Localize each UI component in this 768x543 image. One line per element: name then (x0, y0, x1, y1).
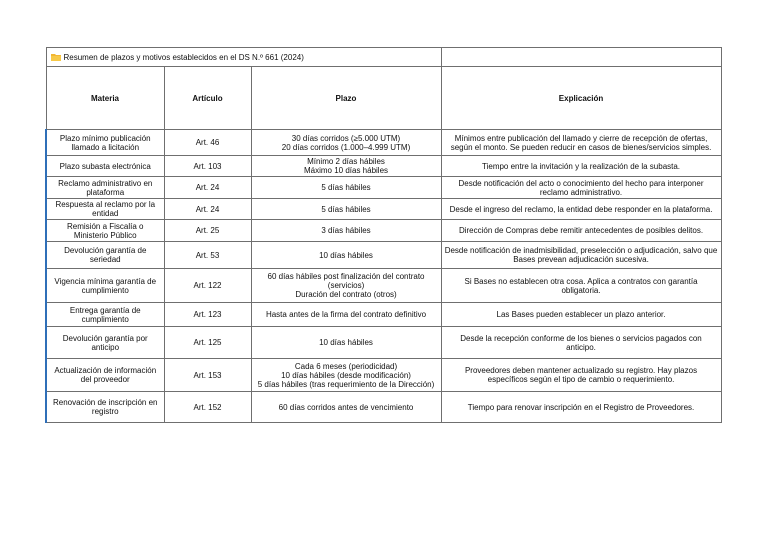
materia-cell: Reclamo administrativo en plataforma (46, 177, 164, 199)
articulo-cell: Art. 46 (164, 130, 251, 156)
col-header-plazo: Plazo (251, 67, 441, 130)
deadlines-table (45, 47, 722, 423)
header-row (46, 67, 721, 130)
materia-cell: Entrega garantía de cumplimiento (46, 303, 164, 327)
articulo-cell: Art. 103 (164, 156, 251, 177)
plazo-cell (251, 359, 441, 392)
plazo-cell (251, 303, 441, 327)
explicacion-cell: Desde la recepción conforme de los bienes o servicios pagados con anticipo. (441, 327, 721, 359)
plazo-line: 20 días corridos (1.000–4.999 UTM) (281, 142, 411, 152)
materia-cell: Respuesta al reclamo por la entidad (46, 199, 164, 220)
explicacion-cell: Proveedores deben mantener actualizado su registro. Hay plazos específicos según el tipo de cambio o requerimiento. (441, 359, 721, 392)
plazo-line: 10 días hábiles (319, 338, 373, 347)
plazo-line: 5 días hábiles (321, 204, 371, 214)
articulo-cell: Art. 24 (164, 177, 251, 199)
articulo-cell: Art. 53 (164, 242, 251, 269)
materia-cell: Actualización de información del proveedor (46, 359, 164, 392)
explicacion-cell: Desde notificación de inadmisibilidad, preselección o adjudicación, salvo que Bases prevean adjudicación sucesiva. (441, 242, 721, 269)
materia-cell: Plazo subasta electrónica (46, 156, 164, 177)
table-row (46, 156, 721, 177)
table-row (46, 392, 721, 423)
folder-icon (51, 53, 61, 61)
materia-cell: Renovación de inscripción en registro (46, 392, 164, 423)
articulo-cell: Art. 122 (164, 269, 251, 303)
plazo-cell (251, 242, 441, 269)
table-row (46, 220, 721, 242)
plazo-cell (251, 177, 441, 199)
col-header-articulo: Artículo (164, 67, 251, 130)
table-row (46, 303, 721, 327)
plazo-cell (251, 392, 441, 423)
materia-cell: Vigencia mínima garantía de cumplimiento (46, 269, 164, 303)
title-row (46, 48, 721, 67)
articulo-cell: Art. 123 (164, 303, 251, 327)
materia-cell: Devolución garantía de seriedad (46, 242, 164, 269)
plazo-line: 10 días hábiles (desde modificación) (281, 370, 411, 380)
materia-cell: Plazo mínimo publicación llamado a licitación (46, 130, 164, 156)
plazo-line: Cada 6 meses (periodicidad) (294, 361, 398, 371)
plazo-line: Duración del contrato (otros) (295, 290, 397, 299)
title-blank-cell (441, 48, 721, 67)
articulo-cell: Art. 152 (164, 392, 251, 423)
articulo-cell: Art. 125 (164, 327, 251, 359)
plazo-line: 5 días hábiles (tras requerimiento de la Dirección) (257, 379, 435, 389)
explicacion-cell: Tiempo para renovar inscripción en el Registro de Proveedores. (441, 392, 721, 423)
explicacion-cell: Tiempo entre la invitación y la realización de la subasta. (441, 156, 721, 177)
table-row (46, 327, 721, 359)
col-header-explicacion: Explicación (441, 67, 721, 130)
table-row (46, 242, 721, 269)
col-header-materia: Materia (46, 67, 164, 130)
table-row (46, 269, 721, 303)
table-row (46, 359, 721, 392)
plazo-line: Máximo 10 días hábiles (303, 166, 389, 175)
articulo-cell: Art. 25 (164, 220, 251, 242)
plazo-line: Mínimo 2 días hábiles (307, 157, 385, 166)
plazo-line: Hasta antes de la firma del contrato definitivo (265, 310, 427, 319)
explicacion-cell: Desde el ingreso del reclamo, la entidad debe responder en la plataforma. (441, 199, 721, 220)
sheet-title: Resumen de plazos y motivos establecidos en el DS N.º 661 (2024) (63, 52, 304, 62)
sheet-title-cell (46, 48, 441, 67)
plazo-cell (251, 220, 441, 242)
explicacion-cell: Si Bases no establecen otra cosa. Aplica a contratos con garantía obligatoria. (441, 269, 721, 303)
plazo-line: 60 días hábiles post finalización del contrato (servicios) (267, 272, 425, 290)
table-row (46, 130, 721, 156)
plazo-cell (251, 327, 441, 359)
table-body (46, 130, 721, 423)
plazo-line: 60 días corridos antes de vencimiento (278, 402, 414, 412)
plazo-line: 3 días hábiles (321, 226, 371, 235)
articulo-cell: Art. 24 (164, 199, 251, 220)
plazo-cell (251, 199, 441, 220)
explicacion-cell: Mínimos entre publicación del llamado y cierre de recepción de ofertas, según el monto. Se pueden reducir en casos de bienes/servicios simples. (441, 130, 721, 156)
table-row (46, 199, 721, 220)
plazo-cell (251, 130, 441, 156)
materia-cell: Remisión a Fiscalía o Ministerio Público (46, 220, 164, 242)
plazo-line: 30 días corridos (≥5.000 UTM) (291, 133, 401, 143)
table-row (46, 177, 721, 199)
plazo-cell (251, 156, 441, 177)
plazo-line: 10 días hábiles (319, 250, 373, 260)
materia-cell: Devolución garantía por anticipo (46, 327, 164, 359)
explicacion-cell: Las Bases pueden establecer un plazo anterior. (441, 303, 721, 327)
explicacion-cell: Dirección de Compras debe remitir antecedentes de posibles delitos. (441, 220, 721, 242)
articulo-cell: Art. 153 (164, 359, 251, 392)
explicacion-cell: Desde notificación del acto o conocimiento del hecho para interponer reclamo administrativo. (441, 177, 721, 199)
plazo-cell (251, 269, 441, 303)
plazo-line: 5 días hábiles (321, 183, 371, 192)
